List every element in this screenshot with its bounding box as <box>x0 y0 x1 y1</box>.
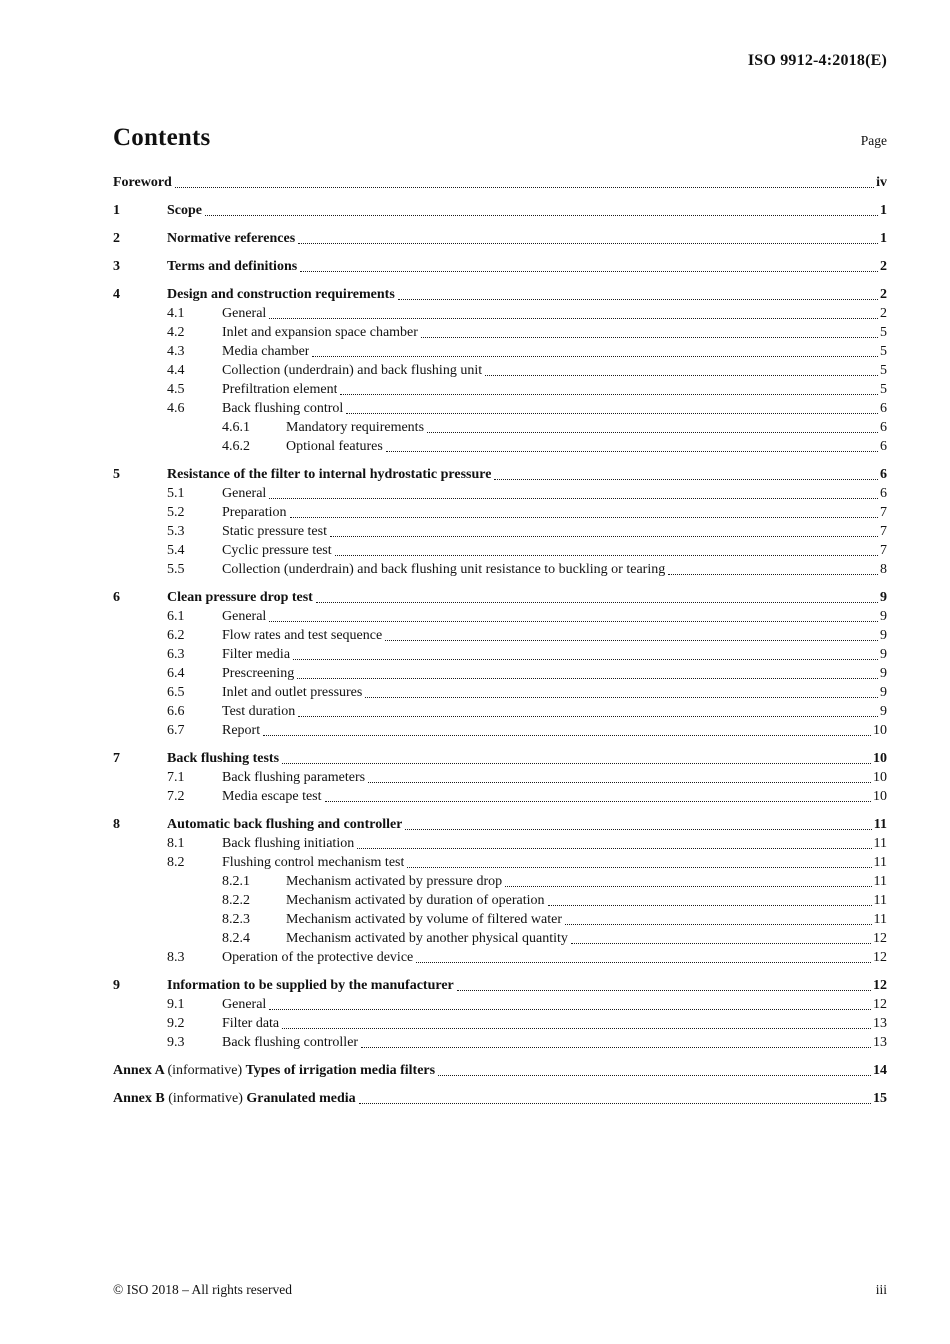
toc-entry <box>113 976 887 995</box>
contents-title: Contents <box>113 124 211 151</box>
toc-entry-page: 9 <box>880 590 887 605</box>
toc-entry-label: Cyclic pressure test <box>222 543 332 558</box>
toc-entry-number: 8 <box>113 817 120 832</box>
toc-entry-number: 9 <box>113 978 120 993</box>
toc-leader-dots <box>386 451 878 452</box>
toc-entry-page: 12 <box>873 978 887 993</box>
toc-leader-dots <box>421 337 878 338</box>
toc-entry-label: General <box>222 609 267 624</box>
toc-leader-dots <box>290 517 878 518</box>
toc-entry-label: Inlet and expansion space chamber <box>222 325 418 340</box>
toc-leader-dots <box>293 659 878 660</box>
toc-entry <box>113 361 887 380</box>
toc-leader-dots <box>359 1103 871 1104</box>
toc-entry-label: Test duration <box>222 704 296 719</box>
toc-entry-page: 13 <box>873 1035 887 1050</box>
toc-list <box>113 173 887 1108</box>
toc-leader-dots <box>312 356 878 357</box>
toc-leader-dots <box>416 962 871 963</box>
toc-entry-number: 7 <box>113 751 120 766</box>
toc-leader-dots <box>297 678 878 679</box>
toc-entry-page: 9 <box>880 666 887 681</box>
toc-leader-dots <box>340 394 878 395</box>
toc-entry-label: Normative references <box>167 231 296 246</box>
toc-entry-number: 7.1 <box>167 770 185 785</box>
toc-leader-dots <box>405 829 871 830</box>
toc-entry-number: 3 <box>113 259 120 274</box>
toc-entry <box>113 437 887 456</box>
toc-entry-page: 5 <box>880 344 887 359</box>
toc-entry-page: 9 <box>880 647 887 662</box>
toc-entry-page: 11 <box>873 855 887 870</box>
toc-entry <box>113 910 887 929</box>
toc-entry-label: Filter media <box>222 647 291 662</box>
footer-copyright: © ISO 2018 – All rights reserved <box>113 1282 292 1297</box>
toc-entry <box>113 560 887 579</box>
toc-entry-label: Filter data <box>222 1016 280 1031</box>
toc-entry <box>113 607 887 626</box>
toc-leader-dots <box>282 763 871 764</box>
toc-entry <box>113 304 887 323</box>
toc-entry-number: 4.5 <box>167 382 185 397</box>
toc-entry <box>113 626 887 645</box>
toc-entry-page: 10 <box>873 789 887 804</box>
toc-entry-page: 10 <box>873 751 887 766</box>
toc-entry <box>113 749 887 768</box>
toc-entry <box>113 702 887 721</box>
toc-entry-page: 11 <box>873 874 887 889</box>
toc-entry-label: General <box>222 306 267 321</box>
toc-entry-number: 6 <box>113 590 120 605</box>
toc-leader-dots <box>407 867 871 868</box>
toc-entry-number: 6.5 <box>167 685 185 700</box>
toc-leader-dots <box>485 375 878 376</box>
toc-leader-dots <box>427 432 878 433</box>
toc-entry <box>113 1014 887 1033</box>
toc-leader-dots <box>361 1047 871 1048</box>
toc-entry-label: Automatic back flushing and controller <box>167 817 403 832</box>
toc-entry-number: 5.1 <box>167 486 185 501</box>
toc-entry-label: Collection (underdrain) and back flushing unit <box>222 363 483 378</box>
toc-entry <box>113 815 887 834</box>
toc-leader-dots <box>494 479 878 480</box>
toc-leader-dots <box>300 271 878 272</box>
toc-entry-number: 7.2 <box>167 789 185 804</box>
toc-entry-page: 11 <box>873 893 887 908</box>
toc-entry-label: Back flushing controller <box>222 1035 359 1050</box>
toc-entry-page: 11 <box>873 817 887 832</box>
toc-leader-dots <box>269 318 878 319</box>
toc-entry-page: 5 <box>880 363 887 378</box>
toc-entry-page: 11 <box>873 912 887 927</box>
toc-entry-page: 12 <box>873 997 887 1012</box>
page-footer <box>113 1282 887 1298</box>
toc-entry-label: Annex B (informative) Granulated media <box>113 1091 356 1106</box>
toc-leader-dots <box>175 187 874 188</box>
toc-entry <box>113 834 887 853</box>
toc-entry-number: 6.4 <box>167 666 185 681</box>
toc-entry-number: 6.6 <box>167 704 185 719</box>
toc-entry-label: Design and construction requirements <box>167 287 395 302</box>
toc-entry <box>113 399 887 418</box>
toc-entry <box>113 1061 887 1080</box>
toc-entry-page: 7 <box>880 524 887 539</box>
toc-leader-dots <box>668 574 878 575</box>
toc-entry <box>113 503 887 522</box>
toc-leader-dots <box>298 716 878 717</box>
page-column-label: Page <box>860 133 887 148</box>
toc-entry-page: 8 <box>880 562 887 577</box>
toc-entry-page: 12 <box>873 950 887 965</box>
toc-entry-label: General <box>222 997 267 1012</box>
toc-entry-label: Mechanism activated by volume of filtered water <box>286 912 563 927</box>
toc-entry-number: 2 <box>113 231 120 246</box>
toc-entry <box>113 1033 887 1052</box>
toc-entry-number: 9.3 <box>167 1035 185 1050</box>
toc-entry <box>113 787 887 806</box>
toc-leader-dots <box>269 621 878 622</box>
toc-leader-dots <box>335 555 878 556</box>
toc-entry-page: 6 <box>880 420 887 435</box>
toc-entry-number: 5.2 <box>167 505 185 520</box>
toc-entry-page: 6 <box>880 401 887 416</box>
toc-entry <box>113 995 887 1014</box>
toc-entry-page: 1 <box>880 203 887 218</box>
toc-entry-number: 8.2.1 <box>222 874 250 889</box>
toc-entry-page: 2 <box>880 287 887 302</box>
toc-entry-number: 4.3 <box>167 344 185 359</box>
toc-leader-dots <box>316 602 878 603</box>
toc-entry <box>113 721 887 740</box>
toc-leader-dots <box>571 943 871 944</box>
toc-leader-dots <box>298 243 878 244</box>
toc-entry-label: Information to be supplied by the manufacturer <box>167 978 454 993</box>
toc-entry-number: 4.6.2 <box>222 439 250 454</box>
toc-leader-dots <box>205 215 878 216</box>
toc-entry-page: iv <box>876 175 887 190</box>
toc-entry-page: 10 <box>873 770 887 785</box>
toc-entry-label: Flushing control mechanism test <box>222 855 405 870</box>
toc-leader-dots <box>325 801 871 802</box>
toc-entry-label: Resistance of the filter to internal hydrostatic pressure <box>167 467 492 482</box>
toc-leader-dots <box>269 1009 871 1010</box>
toc-entry-label: Foreword <box>113 175 172 190</box>
toc-entry-number: 9.2 <box>167 1016 185 1031</box>
toc-entry <box>113 229 887 248</box>
toc-entry-page: 6 <box>880 439 887 454</box>
toc-entry <box>113 872 887 891</box>
toc-entry-page: 9 <box>880 704 887 719</box>
toc-leader-dots <box>398 299 878 300</box>
toc-entry-number: 8.2.4 <box>222 931 250 946</box>
toc-leader-dots <box>565 924 872 925</box>
toc-entry-page: 7 <box>880 543 887 558</box>
toc-entry <box>113 257 887 276</box>
toc-entry-number: 5.5 <box>167 562 185 577</box>
toc-entry <box>113 465 887 484</box>
toc-entry-number: 6.7 <box>167 723 185 738</box>
toc-entry-page: 5 <box>880 325 887 340</box>
document-reference: ISO 9912-4:2018(E) <box>747 52 887 69</box>
toc-entry-number: 5 <box>113 467 120 482</box>
toc-entry-label: Prefiltration element <box>222 382 338 397</box>
toc-entry-number: 1 <box>113 203 120 218</box>
toc-entry-page: 6 <box>880 486 887 501</box>
toc-leader-dots <box>346 413 878 414</box>
toc-entry-page: 9 <box>880 685 887 700</box>
toc-entry-number: 4.1 <box>167 306 185 321</box>
toc-entry-number: 6.1 <box>167 609 185 624</box>
toc-entry <box>113 853 887 872</box>
toc-entry-label: Annex A (informative) Types of irrigation media filters <box>113 1063 436 1078</box>
toc-entry-page: 14 <box>873 1063 887 1078</box>
toc-entry-label: Back flushing parameters <box>222 770 366 785</box>
toc-entry <box>113 1089 887 1108</box>
toc-entry-label: Mechanism activated by pressure drop <box>286 874 503 889</box>
toc-entry-label: Mechanism activated by another physical quantity <box>286 931 568 946</box>
toc-leader-dots <box>385 640 878 641</box>
toc-entry-page: 15 <box>873 1091 887 1106</box>
toc-leader-dots <box>548 905 872 906</box>
toc-entry-number: 5.3 <box>167 524 185 539</box>
toc-entry-label: Optional features <box>286 439 383 454</box>
toc-entry-label: Operation of the protective device <box>222 950 414 965</box>
toc-entry-label: Prescreening <box>222 666 295 681</box>
toc-entry-label: Scope <box>167 203 202 218</box>
toc-entry-number: 9.1 <box>167 997 185 1012</box>
toc-leader-dots <box>269 498 878 499</box>
toc-leader-dots <box>330 536 878 537</box>
toc-entry-label: Inlet and outlet pressures <box>222 685 363 700</box>
toc-entry <box>113 768 887 787</box>
toc-entry-page: 6 <box>880 467 887 482</box>
toc-leader-dots <box>365 697 878 698</box>
toc-entry-label: Back flushing tests <box>167 751 280 766</box>
toc-leader-dots <box>282 1028 871 1029</box>
toc-entry-label: Mandatory requirements <box>286 420 425 435</box>
toc-entry-label: Media chamber <box>222 344 310 359</box>
toc-entry <box>113 380 887 399</box>
toc-entry <box>113 522 887 541</box>
toc-entry-label: Clean pressure drop test <box>167 590 313 605</box>
toc-entry-number: 6.3 <box>167 647 185 662</box>
toc-entry <box>113 323 887 342</box>
toc-entry <box>113 588 887 607</box>
toc-entry-number: 4 <box>113 287 120 302</box>
toc-entry-page: 11 <box>873 836 887 851</box>
toc-entry <box>113 948 887 967</box>
toc-entry <box>113 173 887 192</box>
toc-entry-page: 5 <box>880 382 887 397</box>
toc-leader-dots <box>368 782 871 783</box>
toc-entry-label: Report <box>222 723 261 738</box>
toc-entry <box>113 201 887 220</box>
toc-entry <box>113 541 887 560</box>
toc-entry-number: 8.2.3 <box>222 912 250 927</box>
toc-entry-page: 10 <box>873 723 887 738</box>
toc-entry-number: 5.4 <box>167 543 185 558</box>
toc-leader-dots <box>263 735 871 736</box>
toc-entry-page: 9 <box>880 628 887 643</box>
toc-entry-label: Preparation <box>222 505 287 520</box>
toc-entry-label: Collection (underdrain) and back flushing unit resistance to buckling or tearing <box>222 562 666 577</box>
toc-entry-number: 6.2 <box>167 628 185 643</box>
toc-entry-page: 12 <box>873 931 887 946</box>
toc-entry-number: 8.3 <box>167 950 185 965</box>
toc-entry-page: 7 <box>880 505 887 520</box>
toc-entry-number: 8.1 <box>167 836 185 851</box>
toc-entry-page: 2 <box>880 306 887 321</box>
toc-entry <box>113 891 887 910</box>
toc-entry-number: 4.4 <box>167 363 185 378</box>
toc-entry-page: 2 <box>880 259 887 274</box>
toc-entry-number: 4.2 <box>167 325 185 340</box>
toc-entry-number: 8.2.2 <box>222 893 250 908</box>
toc-entry <box>113 285 887 304</box>
toc-entry-number: 8.2 <box>167 855 185 870</box>
toc-entry-number: 4.6 <box>167 401 185 416</box>
toc-entry-label: Back flushing control <box>222 401 344 416</box>
toc-entry-number: 4.6.1 <box>222 420 250 435</box>
toc-leader-dots <box>505 886 871 887</box>
toc-entry-label: General <box>222 486 267 501</box>
toc-entry-label: Mechanism activated by duration of operation <box>286 893 545 908</box>
toc-entry <box>113 929 887 948</box>
toc-entry <box>113 664 887 683</box>
toc-entry-page: 1 <box>880 231 887 246</box>
toc-leader-dots <box>457 990 871 991</box>
toc-entry <box>113 342 887 361</box>
toc-entry <box>113 418 887 437</box>
page-content <box>113 0 887 1108</box>
toc-entry <box>113 484 887 503</box>
contents-header-row <box>113 124 887 152</box>
toc-entry-page: 13 <box>873 1016 887 1031</box>
footer-page-number: iii <box>875 1282 887 1297</box>
toc-entry-page: 9 <box>880 609 887 624</box>
toc-entry-label: Static pressure test <box>222 524 327 539</box>
toc-leader-dots <box>357 848 871 849</box>
toc-entry <box>113 683 887 702</box>
toc-entry-label: Terms and definitions <box>167 259 298 274</box>
toc-entry-label: Flow rates and test sequence <box>222 628 383 643</box>
toc-entry-label: Back flushing initiation <box>222 836 355 851</box>
toc-entry-label: Media escape test <box>222 789 322 804</box>
toc-leader-dots <box>438 1075 871 1076</box>
toc-entry <box>113 645 887 664</box>
